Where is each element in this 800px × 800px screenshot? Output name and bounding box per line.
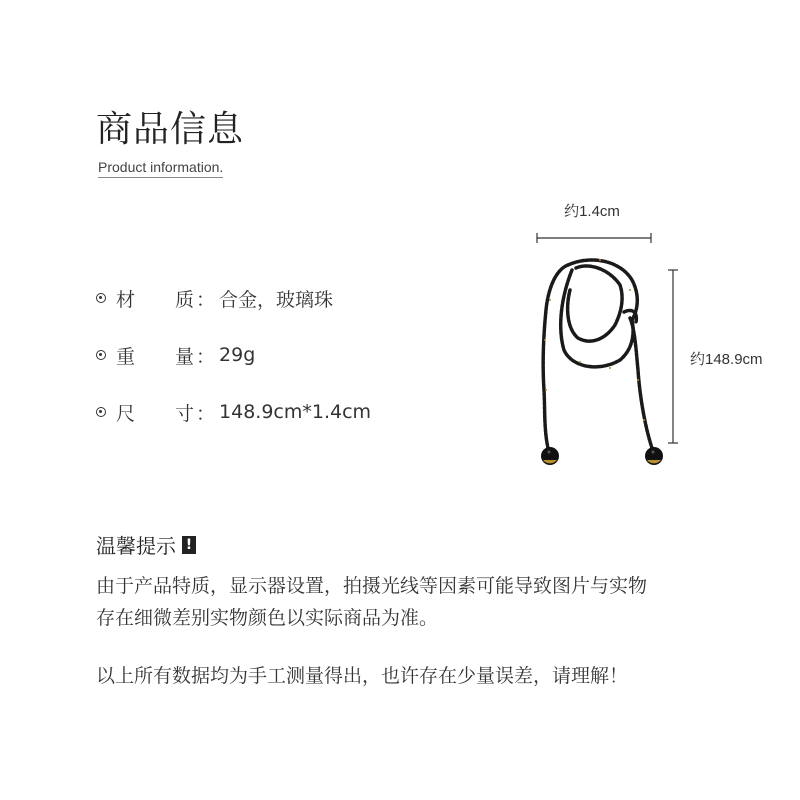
height-dimension-line	[668, 270, 678, 443]
page-subtitle: Product information.	[98, 159, 223, 178]
width-label: 约1.4cm	[564, 203, 620, 220]
bullet-icon	[96, 407, 106, 417]
height-label: 约148.9cm	[690, 351, 763, 368]
bullet-icon	[96, 293, 106, 303]
necklace-strands	[543, 260, 652, 448]
pendant-bead-left	[541, 447, 559, 465]
bullet-icon	[96, 350, 106, 360]
spec-value: 148.9cm*1.4cm	[219, 401, 372, 423]
necklace-product-image	[520, 190, 790, 490]
notice-paragraph-1: 由于产品特质，显示器设置，拍摄光线等因素可能导致图片与实物 存在细微差别实物颜色以实际商品为准。	[96, 575, 648, 629]
spec-value: 29g	[219, 344, 256, 366]
warning-icon: !	[182, 536, 196, 554]
page-title: 商品信息	[96, 109, 245, 150]
spec-value: 合金，玻璃珠	[219, 288, 334, 311]
spec-label: 材 质	[116, 288, 194, 311]
width-dimension-line	[537, 233, 651, 243]
spec-size: 尺 寸 ： 148.9cm*1.4cm	[96, 398, 371, 426]
spec-label: 尺 寸	[116, 402, 194, 425]
notice-title: 温馨提示 !	[96, 530, 196, 559]
spec-material: 材 质 ： 合金，玻璃珠	[96, 284, 333, 312]
notice-paragraph-2: 以上所有数据均为手工测量得出，也许存在少量误差，请理解！	[96, 665, 629, 687]
spec-label: 重 量	[116, 345, 194, 368]
spec-weight: 重 量 ： 29g	[96, 341, 255, 369]
pendant-bead-right	[645, 447, 663, 465]
